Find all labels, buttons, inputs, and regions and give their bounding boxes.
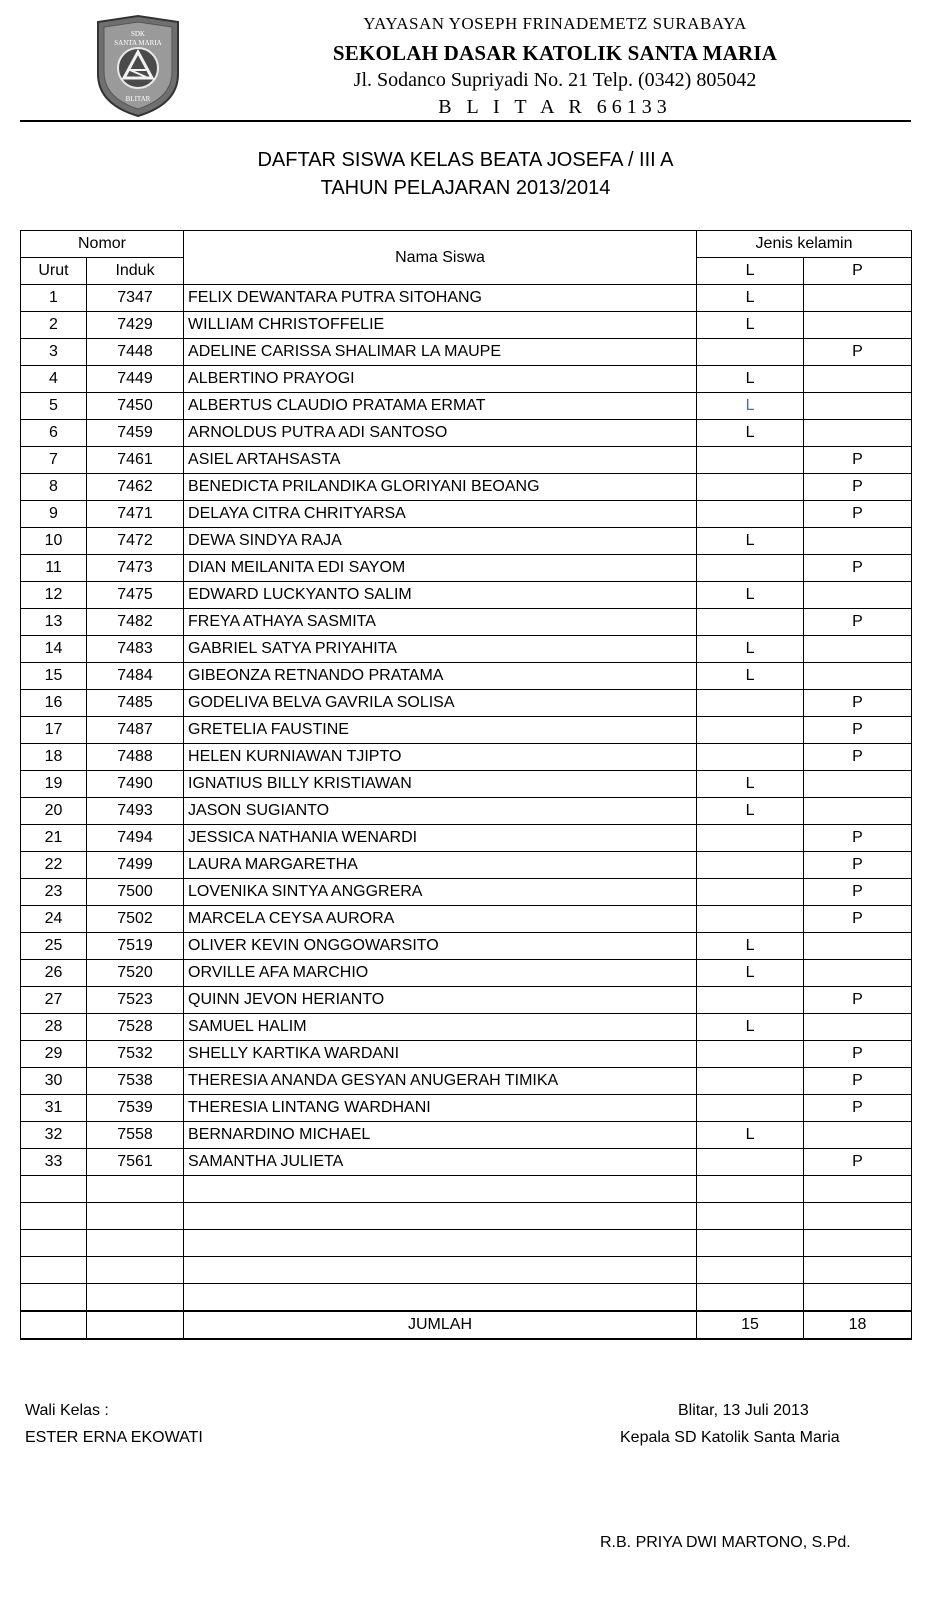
document-subtitle: TAHUN PELAJARAN 2013/2014 <box>320 177 611 199</box>
row-induk: 7532 <box>87 1041 184 1068</box>
row-gender-p <box>804 312 912 339</box>
student-row <box>21 339 912 366</box>
row-induk: 7462 <box>87 474 184 501</box>
row-gender-l <box>697 501 804 528</box>
row-induk: 7493 <box>87 798 184 825</box>
student-row <box>21 447 912 474</box>
row-gender-p <box>804 393 912 420</box>
student-row <box>21 690 912 717</box>
empty-row <box>21 1284 912 1312</box>
row-induk: 7502 <box>87 906 184 933</box>
student-row <box>21 312 912 339</box>
row-nama: BENEDICTA PRILANDIKA GLORIYANI BEOANG <box>184 474 697 501</box>
student-row <box>21 420 912 447</box>
principal-name: R.B. PRIYA DWI MARTONO, S.Pd. <box>600 1534 851 1551</box>
student-row <box>21 798 912 825</box>
row-gender-p: P <box>804 852 912 879</box>
logo-bottom-text: BLITAR <box>125 95 151 103</box>
row-induk: 7487 <box>87 717 184 744</box>
student-row <box>21 825 912 852</box>
row-gender-l <box>697 609 804 636</box>
student-row <box>21 933 912 960</box>
row-nama: EDWARD LUCKYANTO SALIM <box>184 582 697 609</box>
row-nama: DELAYA CITRA CHRITYARSA <box>184 501 697 528</box>
row-gender-p <box>804 528 912 555</box>
header-nomor: Nomor <box>21 231 184 258</box>
row-urut: 23 <box>21 879 87 906</box>
row-induk: 7471 <box>87 501 184 528</box>
header-jenis-kelamin: Jenis kelamin <box>697 231 912 258</box>
total-l: 15 <box>697 1311 804 1339</box>
document-title: DAFTAR SISWA KELAS BEATA JOSEFA / III A <box>257 149 674 171</box>
row-urut: 19 <box>21 771 87 798</box>
row-induk: 7488 <box>87 744 184 771</box>
row-urut: 32 <box>21 1122 87 1149</box>
student-row <box>21 555 912 582</box>
row-gender-l <box>697 1149 804 1176</box>
row-induk: 7519 <box>87 933 184 960</box>
row-gender-p <box>804 1014 912 1041</box>
row-induk: 7347 <box>87 285 184 312</box>
row-urut: 10 <box>21 528 87 555</box>
student-row <box>21 906 912 933</box>
row-urut: 29 <box>21 1041 87 1068</box>
row-induk: 7449 <box>87 366 184 393</box>
row-gender-p: P <box>804 906 912 933</box>
row-gender-p <box>804 960 912 987</box>
row-urut: 15 <box>21 663 87 690</box>
row-nama: OLIVER KEVIN ONGGOWARSITO <box>184 933 697 960</box>
row-gender-l <box>697 690 804 717</box>
row-gender-l: L <box>697 366 804 393</box>
header-induk: Induk <box>87 258 184 285</box>
student-row <box>21 1068 912 1095</box>
student-row <box>21 474 912 501</box>
row-urut: 16 <box>21 690 87 717</box>
row-nama: GRETELIA FAUSTINE <box>184 717 697 744</box>
row-induk: 7538 <box>87 1068 184 1095</box>
row-gender-l <box>697 1041 804 1068</box>
row-urut: 7 <box>21 447 87 474</box>
row-gender-p: P <box>804 474 912 501</box>
row-urut: 1 <box>21 285 87 312</box>
row-induk: 7494 <box>87 825 184 852</box>
student-row <box>21 852 912 879</box>
row-gender-l: L <box>697 285 804 312</box>
student-row <box>21 717 912 744</box>
row-gender-l: L <box>697 420 804 447</box>
row-urut: 4 <box>21 366 87 393</box>
row-nama: WILLIAM CHRISTOFFELIE <box>184 312 697 339</box>
row-gender-l <box>697 447 804 474</box>
row-gender-l <box>697 555 804 582</box>
row-gender-l <box>697 1068 804 1095</box>
row-induk: 7558 <box>87 1122 184 1149</box>
row-urut: 5 <box>21 393 87 420</box>
row-nama: JASON SUGIANTO <box>184 798 697 825</box>
student-row <box>21 366 912 393</box>
row-gender-p <box>804 771 912 798</box>
row-urut: 26 <box>21 960 87 987</box>
row-gender-l: L <box>697 312 804 339</box>
row-urut: 11 <box>21 555 87 582</box>
student-row <box>21 1014 912 1041</box>
school-city: B L I T A R 66133 <box>438 96 672 118</box>
row-nama: SHELLY KARTIKA WARDANI <box>184 1041 697 1068</box>
student-row <box>21 1041 912 1068</box>
row-gender-p: P <box>804 1068 912 1095</box>
row-nama: GABRIEL SATYA PRIYAHITA <box>184 636 697 663</box>
row-gender-l <box>697 987 804 1014</box>
row-induk: 7490 <box>87 771 184 798</box>
row-urut: 13 <box>21 609 87 636</box>
student-row <box>21 771 912 798</box>
row-induk: 7539 <box>87 1095 184 1122</box>
student-row <box>21 663 912 690</box>
row-gender-p: P <box>804 339 912 366</box>
row-gender-p <box>804 366 912 393</box>
wali-kelas-name: ESTER ERNA EKOWATI <box>25 1429 203 1446</box>
row-induk: 7482 <box>87 609 184 636</box>
row-nama: DIAN MEILANITA EDI SAYOM <box>184 555 697 582</box>
empty-row <box>21 1203 912 1230</box>
row-gender-l <box>697 852 804 879</box>
row-induk: 7561 <box>87 1149 184 1176</box>
row-gender-l: L <box>697 636 804 663</box>
row-gender-l: L <box>697 960 804 987</box>
row-gender-l: L <box>697 582 804 609</box>
row-urut: 9 <box>21 501 87 528</box>
row-nama: ARNOLDUS PUTRA ADI SANTOSO <box>184 420 697 447</box>
row-gender-l <box>697 1095 804 1122</box>
row-gender-l: L <box>697 393 804 420</box>
row-gender-l <box>697 825 804 852</box>
row-gender-p: P <box>804 447 912 474</box>
row-gender-l <box>697 906 804 933</box>
row-induk: 7520 <box>87 960 184 987</box>
foundation-name: YAYASAN YOSEPH FRINADEMETZ SURABAYA <box>363 14 747 33</box>
row-gender-p: P <box>804 1041 912 1068</box>
empty-row <box>21 1257 912 1284</box>
total-row <box>21 1311 912 1339</box>
row-gender-p: P <box>804 987 912 1014</box>
row-gender-l: L <box>697 771 804 798</box>
total-p: 18 <box>804 1311 912 1339</box>
row-nama: ORVILLE AFA MARCHIO <box>184 960 697 987</box>
row-urut: 21 <box>21 825 87 852</box>
header-p: P <box>804 258 912 285</box>
row-gender-p <box>804 663 912 690</box>
row-induk: 7461 <box>87 447 184 474</box>
row-nama: FREYA ATHAYA SASMITA <box>184 609 697 636</box>
row-nama: THERESIA LINTANG WARDHANI <box>184 1095 697 1122</box>
row-gender-p: P <box>804 1149 912 1176</box>
logo-top-text: SDK <box>130 30 146 38</box>
student-row <box>21 636 912 663</box>
student-row <box>21 987 912 1014</box>
row-gender-p: P <box>804 501 912 528</box>
student-row <box>21 582 912 609</box>
row-gender-l: L <box>697 1122 804 1149</box>
student-rows <box>21 285 912 1176</box>
row-gender-p: P <box>804 744 912 771</box>
student-row <box>21 528 912 555</box>
row-induk: 7528 <box>87 1014 184 1041</box>
row-gender-l <box>697 879 804 906</box>
row-induk: 7485 <box>87 690 184 717</box>
row-nama: BERNARDINO MICHAEL <box>184 1122 697 1149</box>
student-row <box>21 285 912 312</box>
row-gender-p <box>804 798 912 825</box>
logo-middle-text: SANTA MARIA <box>114 39 162 47</box>
row-gender-l <box>697 717 804 744</box>
row-gender-p <box>804 636 912 663</box>
header-nama-siswa: Nama Siswa <box>184 231 697 285</box>
row-gender-p <box>804 1122 912 1149</box>
row-urut: 12 <box>21 582 87 609</box>
row-urut: 3 <box>21 339 87 366</box>
row-urut: 31 <box>21 1095 87 1122</box>
row-gender-p <box>804 933 912 960</box>
row-nama: GODELIVA BELVA GAVRILA SOLISA <box>184 690 697 717</box>
signature-date: Blitar, 13 Juli 2013 <box>678 1402 809 1419</box>
row-induk: 7475 <box>87 582 184 609</box>
row-nama: ALBERTUS CLAUDIO PRATAMA ERMAT <box>184 393 697 420</box>
row-urut: 2 <box>21 312 87 339</box>
row-gender-p: P <box>804 609 912 636</box>
row-urut: 33 <box>21 1149 87 1176</box>
header-urut: Urut <box>21 258 87 285</box>
student-row <box>21 1122 912 1149</box>
header-l: L <box>697 258 804 285</box>
total-label: JUMLAH <box>184 1311 697 1339</box>
row-nama: GIBEONZA RETNANDO PRATAMA <box>184 663 697 690</box>
row-urut: 6 <box>21 420 87 447</box>
student-row <box>21 744 912 771</box>
row-nama: HELEN KURNIAWAN TJIPTO <box>184 744 697 771</box>
row-gender-p: P <box>804 879 912 906</box>
row-nama: THERESIA ANANDA GESYAN ANUGERAH TIMIKA <box>184 1068 697 1095</box>
row-gender-l: L <box>697 1014 804 1041</box>
row-gender-l: L <box>697 933 804 960</box>
row-induk: 7459 <box>87 420 184 447</box>
row-urut: 22 <box>21 852 87 879</box>
row-nama: ADELINE CARISSA SHALIMAR LA MAUPE <box>184 339 697 366</box>
row-gender-l: L <box>697 798 804 825</box>
empty-row <box>21 1176 912 1203</box>
row-gender-l <box>697 474 804 501</box>
row-nama: LAURA MARGARETHA <box>184 852 697 879</box>
school-address: Jl. Sodanco Supriyadi No. 21 Telp. (0342) 805042 <box>353 69 757 91</box>
row-urut: 20 <box>21 798 87 825</box>
student-row <box>21 960 912 987</box>
row-urut: 28 <box>21 1014 87 1041</box>
row-nama: SAMUEL HALIM <box>184 1014 697 1041</box>
school-name: SEKOLAH DASAR KATOLIK SANTA MARIA <box>332 41 778 65</box>
row-induk: 7483 <box>87 636 184 663</box>
row-nama: IGNATIUS BILLY KRISTIAWAN <box>184 771 697 798</box>
row-induk: 7473 <box>87 555 184 582</box>
row-nama: QUINN JEVON HERIANTO <box>184 987 697 1014</box>
student-row <box>21 393 912 420</box>
row-nama: MARCELA CEYSA AURORA <box>184 906 697 933</box>
row-gender-p: P <box>804 555 912 582</box>
row-gender-l <box>697 339 804 366</box>
row-induk: 7484 <box>87 663 184 690</box>
row-induk: 7450 <box>87 393 184 420</box>
row-urut: 17 <box>21 717 87 744</box>
row-urut: 25 <box>21 933 87 960</box>
row-gender-p: P <box>804 825 912 852</box>
row-gender-p <box>804 420 912 447</box>
row-nama: SAMANTHA JULIETA <box>184 1149 697 1176</box>
student-table <box>20 230 912 1340</box>
student-row <box>21 501 912 528</box>
student-row <box>21 1149 912 1176</box>
row-induk: 7448 <box>87 339 184 366</box>
row-gender-l: L <box>697 663 804 690</box>
row-gender-l <box>697 744 804 771</box>
row-urut: 18 <box>21 744 87 771</box>
row-induk: 7499 <box>87 852 184 879</box>
empty-row <box>21 1230 912 1257</box>
row-nama: ASIEL ARTAHSASTA <box>184 447 697 474</box>
principal-title: Kepala SD Katolik Santa Maria <box>620 1429 840 1446</box>
row-gender-p: P <box>804 717 912 744</box>
row-induk: 7429 <box>87 312 184 339</box>
row-urut: 14 <box>21 636 87 663</box>
row-induk: 7500 <box>87 879 184 906</box>
row-induk: 7523 <box>87 987 184 1014</box>
row-urut: 27 <box>21 987 87 1014</box>
row-urut: 30 <box>21 1068 87 1095</box>
student-row <box>21 609 912 636</box>
student-row <box>21 879 912 906</box>
row-nama: LOVENIKA SINTYA ANGGRERA <box>184 879 697 906</box>
school-logo <box>92 14 184 118</box>
row-nama: DEWA SINDYA RAJA <box>184 528 697 555</box>
row-induk: 7472 <box>87 528 184 555</box>
row-urut: 8 <box>21 474 87 501</box>
student-row <box>21 1095 912 1122</box>
row-nama: JESSICA NATHANIA WENARDI <box>184 825 697 852</box>
row-gender-p: P <box>804 1095 912 1122</box>
wali-kelas-label: Wali Kelas : <box>25 1402 109 1419</box>
row-nama: FELIX DEWANTARA PUTRA SITOHANG <box>184 285 697 312</box>
row-urut: 24 <box>21 906 87 933</box>
row-gender-p <box>804 285 912 312</box>
row-gender-p: P <box>804 690 912 717</box>
row-gender-p <box>804 582 912 609</box>
row-gender-l: L <box>697 528 804 555</box>
row-nama: ALBERTINO PRAYOGI <box>184 366 697 393</box>
header-divider <box>20 120 911 122</box>
